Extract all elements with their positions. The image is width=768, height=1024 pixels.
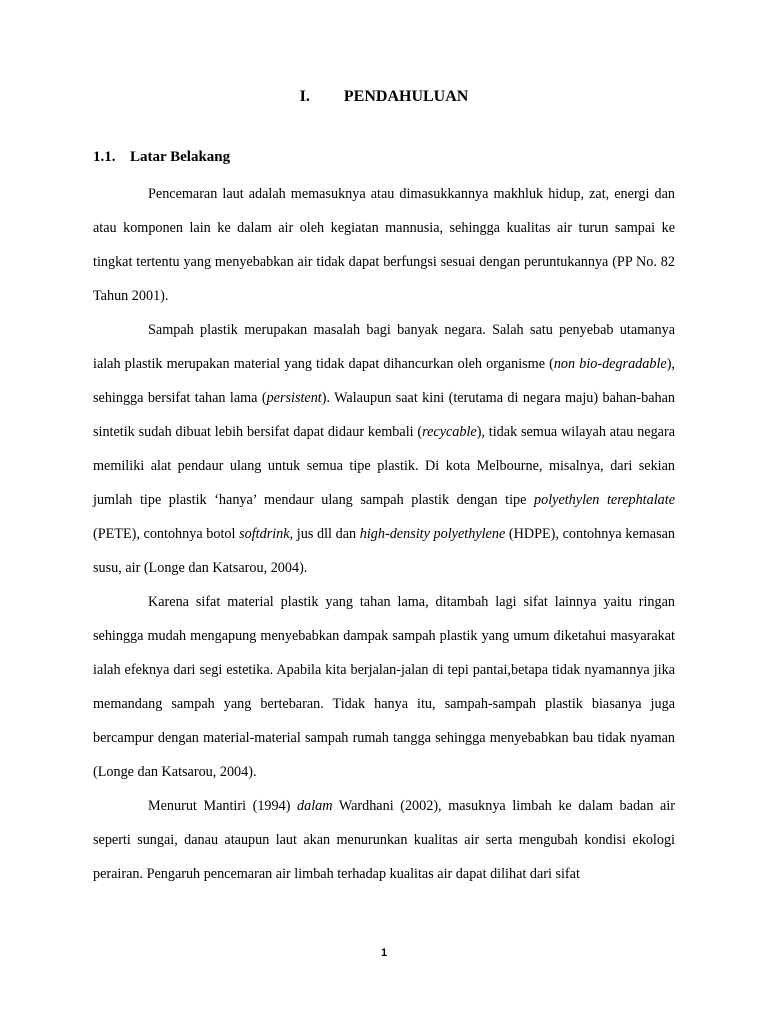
italic-term: softdrink xyxy=(239,526,290,542)
paragraph-text: , jus dll dan xyxy=(289,526,360,542)
paragraph-text: (HDPE), contohnya kemasan susu, air (Longe dan Katsarou, 2004). xyxy=(93,526,675,576)
paragraph-text: Karena sifat material plastik yang tahan lama, ditambah lagi sifat lainnya yaitu ringan sehingga mudah mengapung menyebabkan dampak sampah plastik yang umum diketahui masyarakat ialah efeknya dari segi estetika. Apabila kita berjalan-jalan di tepi pantai,betapa tidak nyamannya jika memandang sampah yang bertebaran. Tidak hanya itu, sampah-sampah plastik biasanya juga bercampur dengan material-material sampah rumah tangga sehingga menyebabkan bau tidak nyaman (Longe dan Katsarou, 2004). xyxy=(93,594,675,780)
italic-term: recycable xyxy=(422,424,477,440)
section-heading xyxy=(93,147,230,167)
section-title: Latar Belakang xyxy=(130,149,231,165)
italic-term: persistent xyxy=(266,390,322,406)
italic-term: high-density polyethylene xyxy=(359,526,506,542)
italic-term: dalam xyxy=(297,798,333,814)
page-number: 1 xyxy=(380,947,388,959)
section-number: 1.1. xyxy=(93,149,116,165)
chapter-title xyxy=(0,86,768,108)
italic-term: non bio-degradable xyxy=(553,356,667,372)
paragraph-text: Menurut Mantiri (1994) xyxy=(148,798,298,814)
italic-term: polyethylen terephtalate xyxy=(534,492,675,508)
chapter-title-text: PENDAHULUAN xyxy=(343,88,469,105)
paragraph-text: (PETE), contohnya botol xyxy=(93,526,240,542)
paragraph-text: ), sehingga bersifat tahan lama ( xyxy=(93,356,675,406)
paragraph-2 xyxy=(93,313,675,585)
paragraph-text: Wardhani (2002), masuknya limbah ke dalam badan air seperti sungai, danau ataupun laut akan menurunkan kualitas air serta mengubah kondisi ekologi perairan. Pengaruh pencemaran air limbah terhadap kualitas air dapat dilihat dari sifat xyxy=(93,798,675,882)
paragraph-text: ), tidak semua wilayah atau negara memiliki alat pendaur ulang untuk semua tipe plastik. Di kota Melbourne, misalnya, dari sekian jumlah tipe plastik ‘hanya’ mendaur ulang sampah plastik dengan tipe xyxy=(93,424,675,508)
chapter-number: I. xyxy=(299,88,310,105)
paragraph-3 xyxy=(93,585,675,789)
paragraph-1 xyxy=(93,177,675,313)
paragraph-text: ). Walaupun saat kini (terutama di negara maju) bahan-bahan sintetik sudah dibuat lebih bersifat dapat didaur kembali ( xyxy=(93,390,675,440)
paragraph-4 xyxy=(93,789,675,891)
paragraph-text: Sampah plastik merupakan masalah bagi banyak negara. Salah satu penyebab utamanya ialah plastik merupakan material yang tidak dapat dihancurkan oleh organisme ( xyxy=(93,322,675,372)
paragraph-text: Pencemaran laut adalah memasuknya atau dimasukkannya makhluk hidup, zat, energi dan atau komponen lain ke dalam air oleh kegiatan mannusia, sehingga kualitas air turun sampai ke tingkat tertentu yang menyebabkan air tidak dapat berfungsi sesuai dengan peruntukannya (PP No. 82 Tahun 2001). xyxy=(93,186,675,304)
body-text xyxy=(93,177,675,891)
